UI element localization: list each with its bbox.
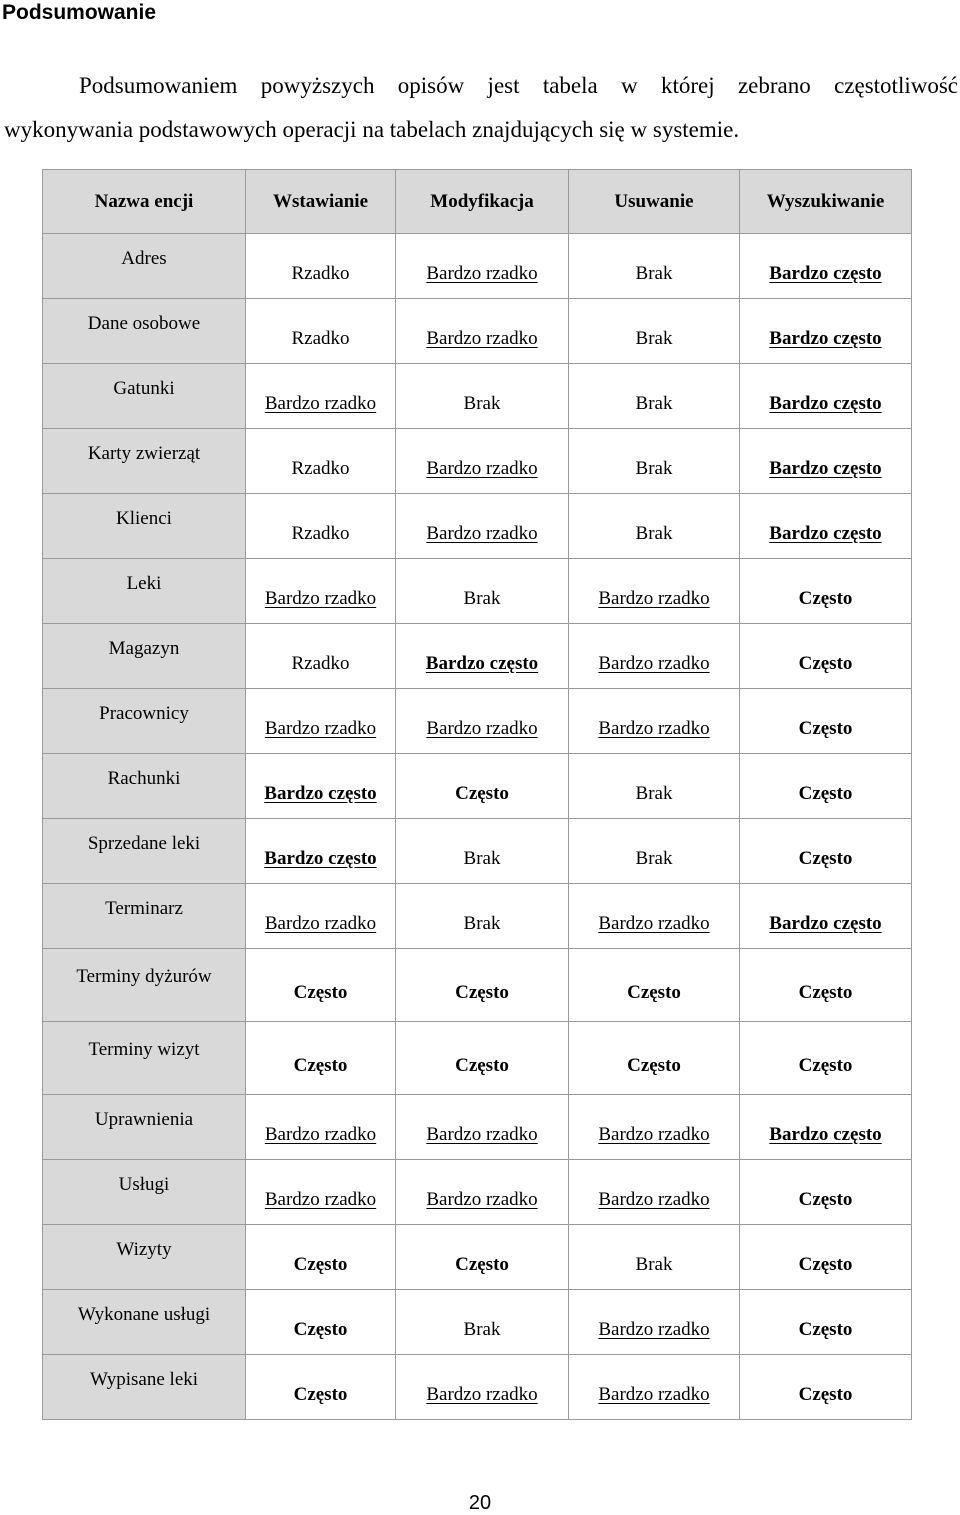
frequency-value: Bardzo rzadko <box>426 1124 538 1145</box>
frequency-cell <box>246 234 396 299</box>
frequency-cell <box>740 494 912 559</box>
entity-name-cell: Sprzedane leki <box>43 819 246 884</box>
entity-name-cell: Wypisane leki <box>43 1355 246 1420</box>
frequency-cell <box>246 949 396 1022</box>
frequency-value: Bardzo często <box>264 848 377 869</box>
frequency-value: Bardzo rzadko <box>426 1384 538 1405</box>
frequency-value: Bardzo rzadko <box>426 458 538 479</box>
frequency-cell <box>740 559 912 624</box>
frequency-value: Bardzo często <box>769 263 882 284</box>
entity-name-cell: Terminarz <box>43 884 246 949</box>
table-row <box>43 689 912 754</box>
frequency-cell <box>569 1290 740 1355</box>
header-delete: Usuwanie <box>569 170 740 234</box>
frequency-cell <box>246 624 396 689</box>
table-row <box>43 234 912 299</box>
frequency-cell <box>246 494 396 559</box>
entity-name-cell: Uprawnienia <box>43 1095 246 1160</box>
frequency-cell <box>246 559 396 624</box>
frequency-cell <box>246 429 396 494</box>
frequency-cell <box>740 1160 912 1225</box>
frequency-value: Często <box>455 1055 509 1076</box>
table-row <box>43 559 912 624</box>
frequency-value: Często <box>455 783 509 804</box>
frequency-value: Brak <box>635 1254 673 1275</box>
frequency-value: Często <box>798 1384 853 1405</box>
table-row <box>43 299 912 364</box>
frequency-value: Bardzo często <box>425 653 539 674</box>
frequency-cell <box>396 1355 569 1420</box>
frequency-cell <box>569 884 740 949</box>
frequency-value: Często <box>627 1055 681 1076</box>
frequency-cell <box>246 1022 396 1095</box>
frequency-cell <box>569 624 740 689</box>
frequency-value: Często <box>798 1254 853 1275</box>
frequency-cell <box>569 494 740 559</box>
table-row <box>43 754 912 819</box>
entity-name-cell: Terminy wizyt <box>43 1022 246 1095</box>
frequency-value: Rzadko <box>291 458 350 479</box>
frequency-cell <box>246 754 396 819</box>
page-number: 20 <box>468 1492 492 1514</box>
frequency-value: Bardzo często <box>769 913 882 934</box>
frequency-cell <box>396 689 569 754</box>
frequency-value: Brak <box>635 458 673 479</box>
frequency-cell <box>569 429 740 494</box>
frequency-cell <box>569 1225 740 1290</box>
entity-name-cell: Terminy dyżurów <box>43 949 246 1022</box>
header-search: Wyszukiwanie <box>740 170 912 234</box>
frequency-value: Bardzo rzadko <box>598 718 710 739</box>
frequency-value: Bardzo często <box>264 783 377 804</box>
frequency-value: Brak <box>635 263 673 284</box>
entity-name-cell: Leki <box>43 559 246 624</box>
frequency-cell <box>396 1095 569 1160</box>
frequency-value: Bardzo rzadko <box>264 718 377 739</box>
table-row <box>43 884 912 949</box>
frequency-value: Rzadko <box>291 523 350 544</box>
frequency-cell <box>569 1022 740 1095</box>
frequency-cell <box>246 1225 396 1290</box>
frequency-cell <box>740 234 912 299</box>
section-heading: Podsumowanie <box>2 1 157 24</box>
frequency-value: Bardzo rzadko <box>426 1189 538 1210</box>
frequency-value: Często <box>627 982 681 1003</box>
frequency-cell <box>740 1225 912 1290</box>
frequency-cell <box>569 689 740 754</box>
entity-name-cell: Adres <box>43 234 246 299</box>
entity-name-cell: Pracownicy <box>43 689 246 754</box>
frequency-value: Bardzo rzadko <box>264 393 377 414</box>
frequency-cell <box>396 624 569 689</box>
frequency-value: Rzadko <box>291 263 350 284</box>
frequency-cell <box>246 1095 396 1160</box>
frequency-value: Bardzo rzadko <box>426 328 538 349</box>
entity-name-cell: Karty zwierząt <box>43 429 246 494</box>
frequency-value: Często <box>293 1319 348 1340</box>
frequency-cell <box>246 1160 396 1225</box>
table-row <box>43 429 912 494</box>
frequency-value: Brak <box>635 393 673 414</box>
frequency-cell <box>569 559 740 624</box>
entity-name-cell: Magazyn <box>43 624 246 689</box>
frequency-value: Często <box>455 982 509 1003</box>
frequency-cell <box>396 429 569 494</box>
frequency-cell <box>246 884 396 949</box>
frequency-value: Brak <box>635 783 673 804</box>
frequency-cell <box>396 1022 569 1095</box>
table-row <box>43 1095 912 1160</box>
frequency-value: Często <box>798 783 853 804</box>
frequency-cell <box>569 1355 740 1420</box>
summary-paragraph <box>4 64 958 152</box>
frequency-value: Często <box>293 1055 348 1076</box>
frequency-value: Często <box>798 588 853 609</box>
frequency-value: Bardzo rzadko <box>598 1189 710 1210</box>
frequency-cell <box>246 1355 396 1420</box>
frequency-value: Często <box>798 982 853 1003</box>
frequency-cell <box>740 1095 912 1160</box>
frequency-value: Często <box>798 848 853 869</box>
frequency-cell <box>740 689 912 754</box>
frequency-value: Bardzo rzadko <box>598 653 710 674</box>
table-row <box>43 1355 912 1420</box>
frequency-cell <box>246 819 396 884</box>
frequency-cell <box>569 819 740 884</box>
frequency-value: Często <box>293 982 348 1003</box>
table-row <box>43 1290 912 1355</box>
frequency-value: Często <box>798 653 853 674</box>
frequency-value: Bardzo rzadko <box>264 913 377 934</box>
frequency-value: Bardzo rzadko <box>264 588 377 609</box>
frequency-cell <box>396 949 569 1022</box>
frequency-cell <box>246 364 396 429</box>
frequency-value: Bardzo rzadko <box>598 588 710 609</box>
frequency-value: Często <box>798 718 853 739</box>
frequency-cell <box>569 754 740 819</box>
frequency-value: Często <box>293 1254 348 1275</box>
frequency-value: Bardzo często <box>769 458 882 479</box>
frequency-cell <box>569 1095 740 1160</box>
frequency-value: Brak <box>463 588 501 609</box>
entity-name-cell: Wykonane usługi <box>43 1290 246 1355</box>
frequency-cell <box>246 299 396 364</box>
frequency-value: Bardzo rzadko <box>426 718 538 739</box>
frequency-cell <box>246 1290 396 1355</box>
frequency-cell <box>396 364 569 429</box>
frequency-cell <box>396 299 569 364</box>
frequency-value: Często <box>798 1055 853 1076</box>
frequency-value: Bardzo rzadko <box>426 263 538 284</box>
table-row <box>43 494 912 559</box>
frequency-value: Brak <box>463 848 501 869</box>
frequency-value: Bardzo rzadko <box>598 913 710 934</box>
frequency-value: Bardzo rzadko <box>426 523 538 544</box>
frequency-cell <box>396 1225 569 1290</box>
frequency-value: Bardzo rzadko <box>264 1124 377 1145</box>
header-modify: Modyfikacja <box>396 170 569 234</box>
frequency-value: Bardzo rzadko <box>264 1189 377 1210</box>
table-row <box>43 624 912 689</box>
frequency-cell <box>740 429 912 494</box>
frequency-cell <box>740 754 912 819</box>
frequency-value: Bardzo często <box>769 328 882 349</box>
table-row <box>43 819 912 884</box>
frequency-value: Brak <box>635 328 673 349</box>
frequency-cell <box>740 1355 912 1420</box>
frequency-cell <box>396 559 569 624</box>
frequency-cell <box>740 624 912 689</box>
frequency-value: Często <box>455 1254 509 1275</box>
paragraph-line-2: wykonywania podstawowych operacji na tabelach znajdujących się w systemie. <box>4 117 740 142</box>
frequency-value: Bardzo rzadko <box>598 1384 710 1405</box>
frequency-value: Brak <box>463 393 501 414</box>
entity-name-cell: Klienci <box>43 494 246 559</box>
table-header-row <box>43 170 912 234</box>
entity-name-cell: Rachunki <box>43 754 246 819</box>
entity-name-cell: Dane osobowe <box>43 299 246 364</box>
frequency-value: Bardzo często <box>769 523 882 544</box>
table-row <box>43 364 912 429</box>
header-insert: Wstawianie <box>246 170 396 234</box>
frequency-value: Często <box>293 1384 348 1405</box>
frequency-value: Bardzo często <box>769 1124 882 1145</box>
frequency-cell <box>740 884 912 949</box>
frequency-cell <box>569 1160 740 1225</box>
paragraph-line-1: Podsumowaniem powyższych opisów jest tabela w której zebrano częstotliwość <box>79 73 958 98</box>
frequency-value: Brak <box>463 1319 501 1340</box>
table-body <box>43 234 912 1420</box>
frequency-cell <box>396 819 569 884</box>
frequency-cell <box>396 494 569 559</box>
frequency-cell <box>396 884 569 949</box>
table-row <box>43 949 912 1022</box>
header-entity-name: Nazwa encji <box>43 170 246 234</box>
frequency-value: Rzadko <box>291 328 350 349</box>
frequency-cell <box>569 949 740 1022</box>
table-row <box>43 1160 912 1225</box>
frequency-cell <box>396 234 569 299</box>
frequency-cell <box>740 364 912 429</box>
frequency-cell <box>396 1160 569 1225</box>
frequency-cell <box>396 754 569 819</box>
frequency-value: Brak <box>635 848 673 869</box>
frequency-cell <box>740 1022 912 1095</box>
frequency-cell <box>569 364 740 429</box>
frequency-value: Rzadko <box>291 653 350 674</box>
entity-name-cell: Wizyty <box>43 1225 246 1290</box>
frequency-cell <box>740 299 912 364</box>
frequency-value: Często <box>798 1319 853 1340</box>
frequency-cell <box>740 1290 912 1355</box>
frequency-value: Brak <box>635 523 673 544</box>
frequency-value: Bardzo rzadko <box>598 1124 710 1145</box>
frequency-value: Bardzo często <box>769 393 882 414</box>
operations-frequency-table <box>42 169 912 1420</box>
frequency-value: Bardzo rzadko <box>598 1319 710 1340</box>
table-row <box>43 1022 912 1095</box>
frequency-cell <box>569 234 740 299</box>
table-row <box>43 1225 912 1290</box>
frequency-cell <box>569 299 740 364</box>
frequency-value: Brak <box>463 913 501 934</box>
entity-name-cell: Usługi <box>43 1160 246 1225</box>
frequency-cell <box>246 689 396 754</box>
frequency-cell <box>740 949 912 1022</box>
frequency-value: Często <box>798 1189 853 1210</box>
frequency-cell <box>396 1290 569 1355</box>
entity-name-cell: Gatunki <box>43 364 246 429</box>
frequency-cell <box>740 819 912 884</box>
